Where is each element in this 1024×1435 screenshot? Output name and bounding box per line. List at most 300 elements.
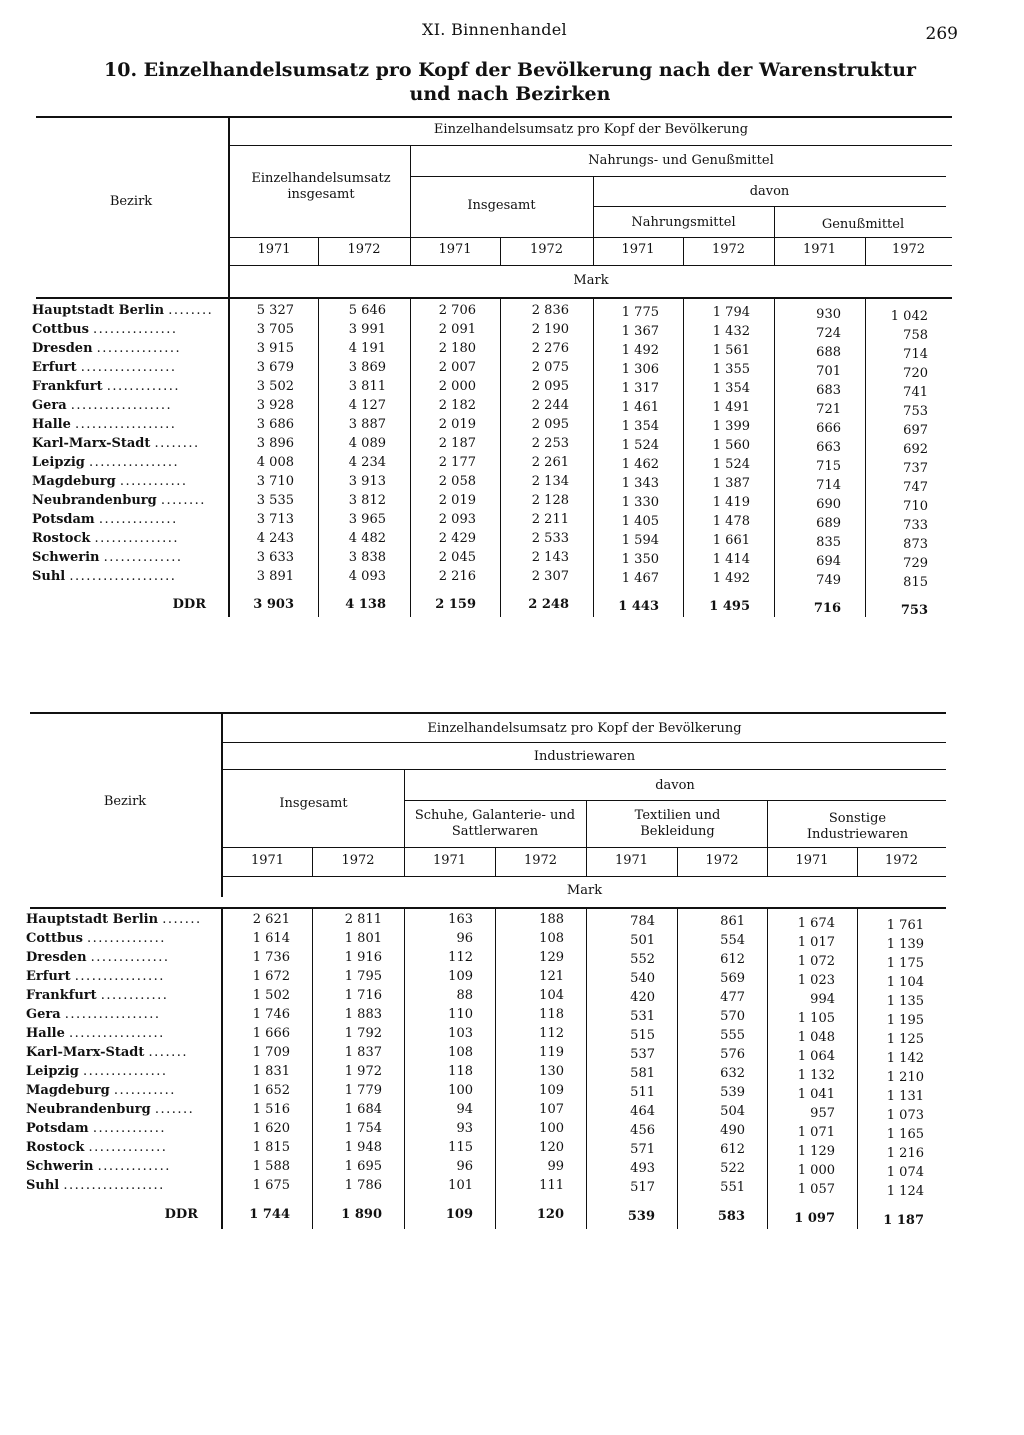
row-label (26, 1140, 198, 1155)
table-cell: 551 (720, 1180, 745, 1195)
table-cell: 420 (630, 990, 655, 1005)
table-cell: 1 210 (886, 1070, 924, 1085)
table-cell: 4 243 (256, 531, 294, 546)
table-cell: 1 042 (890, 309, 928, 324)
row-label (26, 988, 198, 1003)
table-cell: 1 072 (797, 954, 835, 969)
table-cell: 129 (539, 950, 564, 965)
table-cell: 1 916 (344, 950, 382, 965)
year-header: 1972 (884, 853, 919, 868)
table-cell: 570 (720, 1009, 745, 1024)
leader-dots: .............. (87, 931, 166, 946)
table-cell: 99 (547, 1159, 564, 1174)
table-cell: 118 (448, 1064, 473, 1079)
leader-dots: ............... (96, 341, 182, 356)
table-cell: 1 414 (712, 552, 750, 567)
table-cell: 2 276 (531, 341, 569, 356)
row-label (26, 1159, 198, 1174)
table-cell: 1 000 (797, 1163, 835, 1178)
bezirk-name: Gera (26, 1007, 61, 1022)
bezirk-name: Leipzig (26, 1064, 79, 1079)
leader-dots: ............. (97, 1159, 171, 1174)
table-cell: 522 (720, 1161, 745, 1176)
leader-dots: ........ (160, 493, 206, 508)
bezirk-name: Cottbus (32, 322, 89, 337)
header-nahrungsmittel: Nahrungsmittel (631, 215, 736, 230)
table-cell: 4 138 (345, 597, 386, 612)
table-cell: 1 048 (797, 1030, 835, 1045)
table-cell: 112 (448, 950, 473, 965)
bezirk-name: Neubrandenburg (26, 1102, 151, 1117)
table-cell: 115 (448, 1140, 473, 1155)
leader-dots: .............. (98, 512, 178, 527)
table-cell: 2 307 (531, 569, 569, 584)
table-cell: 758 (903, 328, 928, 343)
table-cell: 539 (627, 1209, 655, 1224)
year-header: 1971 (614, 853, 649, 868)
row-label (26, 1102, 198, 1117)
table-cell: 1 795 (344, 969, 382, 984)
table-cell: 1 139 (886, 937, 924, 952)
rule (404, 800, 946, 801)
table-cell: 1 736 (252, 950, 290, 965)
table-cell: 1 794 (712, 305, 750, 320)
table-cell: 1 343 (621, 476, 659, 491)
table-cell: 714 (816, 478, 841, 493)
year-header: 1971 (257, 242, 291, 257)
table-cell: 108 (448, 1045, 473, 1060)
table-cell: 1 666 (252, 1026, 290, 1041)
table-cell: 1 330 (621, 495, 659, 510)
table-cell: 118 (539, 1007, 564, 1022)
table-cell: 456 (630, 1123, 655, 1138)
table-cell: 3 913 (348, 474, 386, 489)
table-title-line2: und nach Bezirken (409, 83, 611, 105)
row-label (26, 1045, 198, 1060)
table-cell: 1 350 (621, 552, 659, 567)
bezirk-name: Potsdam (32, 512, 95, 527)
table-cell: 666 (816, 421, 841, 436)
table-cell: 1 786 (344, 1178, 382, 1193)
table-cell: 1 142 (886, 1051, 924, 1066)
table-cell: 729 (903, 556, 928, 571)
table-cell: 493 (630, 1161, 655, 1176)
table-cell: 120 (536, 1207, 564, 1222)
table-cell: 861 (720, 914, 745, 929)
table-cell: 1 064 (797, 1049, 835, 1064)
table-cell: 581 (630, 1066, 655, 1081)
table-cell: 2 216 (438, 569, 476, 584)
bezirk-name: Schwerin (32, 550, 100, 565)
row-label (26, 1064, 198, 1079)
bezirk-name: Leipzig (32, 455, 85, 470)
table-cell: 96 (456, 931, 473, 946)
table-cell: 104 (539, 988, 564, 1003)
table-cell: 873 (903, 537, 928, 552)
row-label (26, 931, 198, 946)
table-cell: 3 713 (256, 512, 294, 527)
table-cell: 93 (456, 1121, 473, 1136)
table-cell: 1 524 (712, 457, 750, 472)
table-cell: 1 129 (797, 1144, 835, 1159)
table-cell: 3 928 (256, 398, 294, 413)
year-header: 1971 (438, 242, 472, 257)
table-cell: 5 327 (256, 303, 294, 318)
leader-dots: ............ (119, 474, 188, 489)
table-cell: 1 672 (252, 969, 290, 984)
bezirk-name: Hauptstadt Berlin (26, 912, 159, 927)
table-cell: 2 128 (531, 493, 569, 508)
header-sonstige: Sonstige Industriewaren (806, 811, 909, 842)
table-cell: 715 (816, 459, 841, 474)
table-cell: 2 159 (435, 597, 476, 612)
table-cell: 5 646 (348, 303, 386, 318)
header-insgesamt: Insgesamt (279, 796, 348, 811)
table-cell: 94 (456, 1102, 473, 1117)
table-cell: 2 261 (531, 455, 569, 470)
bezirk-name: Karl-Marx-Stadt (26, 1045, 145, 1060)
table-cell: 3 891 (256, 569, 294, 584)
table-cell: 1 614 (252, 931, 290, 946)
table-cell: 1 594 (621, 533, 659, 548)
table-cell: 119 (539, 1045, 564, 1060)
year-header: 1971 (795, 853, 829, 868)
year-header: 1971 (621, 242, 655, 257)
bezirk-name: Rostock (32, 531, 91, 546)
table-cell: 835 (816, 535, 841, 550)
year-header: 1972 (529, 242, 564, 257)
bezirk-name: Suhl (26, 1178, 60, 1193)
header-bezirk: Bezirk (109, 194, 153, 209)
table-cell: 1 074 (886, 1165, 924, 1180)
leader-dots: .............. (88, 1140, 168, 1155)
table-cell: 4 089 (348, 436, 386, 451)
leader-dots: .................. (70, 398, 173, 413)
leader-dots: ................. (64, 1007, 161, 1022)
header-unit: Mark (566, 883, 603, 898)
table-cell: 163 (448, 912, 473, 927)
year-header: 1972 (891, 242, 926, 257)
table-cell: 1 744 (249, 1207, 290, 1222)
table-cell: 3 535 (256, 493, 294, 508)
table-cell: 1 675 (252, 1178, 290, 1193)
table-cell: 1 883 (344, 1007, 382, 1022)
table-cell: 683 (816, 383, 841, 398)
bezirk-name: Rostock (26, 1140, 85, 1155)
table-cell: 2 429 (438, 531, 476, 546)
table-cell: 1 972 (344, 1064, 382, 1079)
table-cell: 1 746 (252, 1007, 290, 1022)
table-cell: 1 306 (621, 362, 659, 377)
table-cell: 714 (903, 347, 928, 362)
table-cell: 2 811 (344, 912, 382, 927)
table-cell: 1 716 (344, 988, 382, 1003)
table-cell: 1 837 (344, 1045, 382, 1060)
table-cell: 3 812 (348, 493, 386, 508)
table-cell: 692 (903, 442, 928, 457)
table-cell: 569 (720, 971, 745, 986)
table-cell: 537 (630, 1047, 655, 1062)
year-header: 1972 (705, 853, 739, 868)
rule (223, 742, 946, 743)
table-cell: 688 (816, 345, 841, 360)
leader-dots: ................ (74, 969, 165, 984)
year-header: 1971 (802, 242, 837, 257)
table-cell: 1 709 (252, 1045, 290, 1060)
header-nahrung-group: Nahrungs- und Genußmittel (588, 153, 774, 168)
leader-dots: ............... (83, 1064, 168, 1079)
table-cell: 1 775 (621, 305, 659, 320)
table-cell: 1 492 (712, 571, 750, 586)
leader-dots: .................. (63, 1178, 165, 1193)
table-cell: 490 (720, 1123, 745, 1138)
table-cell: 1 674 (797, 916, 835, 931)
rule (30, 907, 946, 909)
table-cell: 88 (456, 988, 473, 1003)
leader-dots: ........ (168, 303, 214, 318)
table-cell: 2 000 (438, 379, 476, 394)
table-cell: 1 124 (886, 1184, 924, 1199)
table-cell: 501 (630, 933, 655, 948)
table-cell: 3 502 (256, 379, 294, 394)
table-cell: 612 (720, 1142, 745, 1157)
table-cell: 2 706 (438, 303, 476, 318)
bezirk-name: Cottbus (26, 931, 83, 946)
leader-dots: ................. (80, 360, 177, 375)
leader-dots: ....... (154, 1102, 195, 1117)
row-label (26, 950, 198, 965)
table-cell: 2 182 (438, 398, 476, 413)
table-cell: 1 890 (341, 1207, 382, 1222)
table-cell: 1 354 (621, 419, 659, 434)
table-cell: 663 (816, 440, 841, 455)
row-label (26, 1026, 198, 1041)
table-cell: 2 244 (531, 398, 569, 413)
table-cell: 749 (816, 573, 841, 588)
table-cell: 1 073 (886, 1108, 924, 1123)
table-cell: 1 502 (252, 988, 290, 1003)
table-cell: 2 095 (531, 379, 569, 394)
leader-dots: .............. (103, 550, 183, 565)
table-cell: 1 779 (344, 1083, 382, 1098)
table-cell: 3 965 (348, 512, 386, 527)
bezirk-name: Potsdam (26, 1121, 89, 1136)
table-cell: 1 367 (621, 324, 659, 339)
table-cell: 188 (539, 912, 564, 927)
table-cell: 1 443 (618, 599, 659, 614)
year-header: 1972 (711, 242, 746, 257)
table-cell: 2 007 (438, 360, 476, 375)
bezirk-name: Erfurt (32, 360, 77, 375)
table-cell: 1 516 (252, 1102, 290, 1117)
rule (223, 769, 946, 770)
table-cell: 1 948 (344, 1140, 382, 1155)
table-cell: 747 (903, 480, 928, 495)
table-cell: 737 (903, 461, 928, 476)
table-cell: 1 125 (886, 1032, 924, 1047)
table-cell: 2 190 (531, 322, 569, 337)
leader-dots: ................ (89, 455, 180, 470)
table-cell: 4 127 (348, 398, 386, 413)
table-cell: 694 (816, 554, 841, 569)
table-cell: 724 (816, 326, 841, 341)
table-cell: 1 187 (883, 1213, 924, 1228)
table-cell: 1 761 (886, 918, 924, 933)
header-group: Industriewaren (533, 749, 636, 764)
table-cell: 3 811 (348, 379, 386, 394)
table-cell: 515 (630, 1028, 655, 1043)
table-cell: 3 710 (256, 474, 294, 489)
leader-dots: ............. (106, 379, 181, 394)
table-cell: 3 838 (348, 550, 386, 565)
table-cell: 632 (720, 1066, 745, 1081)
table-cell: 721 (816, 402, 841, 417)
bezirk-name: Gera (32, 398, 67, 413)
header-textilien: Textilien und Bekleidung (634, 808, 721, 839)
year-header: 1972 (341, 853, 375, 868)
table-cell: 3 991 (348, 322, 386, 337)
table-cell: 504 (720, 1104, 745, 1119)
table-cell: 1 041 (797, 1087, 835, 1102)
header-genussmittel: Genußmittel (821, 217, 905, 232)
table-cell: 1 815 (252, 1140, 290, 1155)
table-cell: 101 (448, 1178, 473, 1193)
table-cell: 108 (539, 931, 564, 946)
table-cell: 1 467 (621, 571, 659, 586)
row-label (26, 1178, 198, 1193)
table-cell: 464 (630, 1104, 655, 1119)
table-cell: 1 023 (797, 973, 835, 988)
table-cell: 1 754 (344, 1121, 382, 1136)
table-cell: 100 (448, 1083, 473, 1098)
table-cell: 4 093 (348, 569, 386, 584)
table-cell: 697 (903, 423, 928, 438)
table-cell: 1 387 (712, 476, 750, 491)
table-cell: 2 836 (531, 303, 569, 318)
row-label (26, 1121, 198, 1136)
header-davon: davon (655, 778, 695, 793)
table-title-line1: 10. Einzelhandelsumsatz pro Kopf der Bevölkerung nach der Warenstruktur (104, 59, 916, 81)
table-cell: 109 (445, 1207, 473, 1222)
table-cell: 96 (456, 1159, 473, 1174)
table-cell: 1 588 (252, 1159, 290, 1174)
bezirk-name: Hauptstadt Berlin (32, 303, 165, 318)
table-cell: 2 019 (438, 493, 476, 508)
table-cell: 517 (630, 1180, 655, 1195)
table-cell: 1 620 (252, 1121, 290, 1136)
table-cell: 1 801 (344, 931, 382, 946)
table-cell: 2 621 (252, 912, 290, 927)
table-cell: 1 831 (252, 1064, 290, 1079)
table-cell: 571 (630, 1142, 655, 1157)
table-cell: 1 462 (621, 457, 659, 472)
table-cell: 2 177 (438, 455, 476, 470)
table-cell: 2 095 (531, 417, 569, 432)
table-cell: 121 (539, 969, 564, 984)
table-cell: 716 (813, 601, 841, 616)
leader-dots: ....... (162, 912, 202, 927)
leader-dots: ................. (69, 1026, 165, 1041)
table-cell: 109 (539, 1083, 564, 1098)
table-cell: 100 (539, 1121, 564, 1136)
year-header: 1971 (432, 853, 467, 868)
table-cell: 1 354 (712, 381, 750, 396)
table-cell: 1 165 (886, 1127, 924, 1142)
table-cell: 3 915 (256, 341, 294, 356)
table-cell: 2 248 (528, 597, 569, 612)
table-cell: 1 071 (797, 1125, 835, 1140)
leader-dots: ............... (94, 531, 180, 546)
table-cell: 511 (630, 1085, 655, 1100)
bezirk-name: Suhl (32, 569, 66, 584)
header-total: Einzelhandelsumsatz insgesamt (251, 171, 391, 202)
table-cell: 1 195 (886, 1013, 924, 1028)
row-label (26, 1083, 198, 1098)
page-number: 269 (925, 24, 958, 44)
leader-dots: .................. (75, 417, 177, 432)
table-cell: 815 (903, 575, 928, 590)
bezirk-name: Magdeburg (32, 474, 116, 489)
table-cell: 2 091 (438, 322, 476, 337)
total-row-label: DDR (164, 1207, 198, 1222)
header-bezirk: Bezirk (103, 794, 147, 809)
leader-dots: ............. (92, 1121, 167, 1136)
table-cell: 2 075 (531, 360, 569, 375)
table-cell: 2 045 (438, 550, 476, 565)
table-cell: 689 (816, 516, 841, 531)
table-cell: 1 695 (344, 1159, 382, 1174)
table-cell: 2 253 (531, 436, 569, 451)
section-title: XI. Binnenhandel (422, 20, 567, 39)
table-cell: 1 216 (886, 1146, 924, 1161)
rule (223, 847, 946, 848)
table-cell: 741 (903, 385, 928, 400)
bezirk-name: Neubrandenburg (32, 493, 157, 508)
table-cell: 1 492 (621, 343, 659, 358)
table-cell: 753 (900, 603, 928, 618)
table-cell: 1 132 (797, 1068, 835, 1083)
table-cell: 930 (816, 307, 841, 322)
leader-dots: ............ (100, 988, 169, 1003)
table-cell: 555 (720, 1028, 745, 1043)
table-cell: 2 093 (438, 512, 476, 527)
table-cell: 531 (630, 1009, 655, 1024)
row-label (26, 1007, 198, 1022)
bezirk-name: Frankfurt (32, 379, 103, 394)
bezirk-name: Dresden (32, 341, 93, 356)
bezirk-name: Karl-Marx-Stadt (32, 436, 151, 451)
bezirk-name: Dresden (26, 950, 87, 965)
total-row-label: DDR (172, 597, 206, 612)
table-cell: 1 684 (344, 1102, 382, 1117)
table-cell: 1 524 (621, 438, 659, 453)
bezirk-name: Halle (26, 1026, 65, 1041)
table-cell: 957 (810, 1106, 835, 1121)
table-cell: 2 533 (531, 531, 569, 546)
table-cell: 1 419 (712, 495, 750, 510)
table-cell: 3 705 (256, 322, 294, 337)
table-cell: 733 (903, 518, 928, 533)
table-cell: 1 355 (712, 362, 750, 377)
row-label (26, 912, 202, 927)
table-cell: 1 017 (797, 935, 835, 950)
table-cell: 1 561 (712, 343, 750, 358)
table-cell: 1 097 (794, 1211, 835, 1226)
table-cell: 612 (720, 952, 745, 967)
table-cell: 109 (448, 969, 473, 984)
table-cell: 1 491 (712, 400, 750, 415)
table-cell: 1 478 (712, 514, 750, 529)
